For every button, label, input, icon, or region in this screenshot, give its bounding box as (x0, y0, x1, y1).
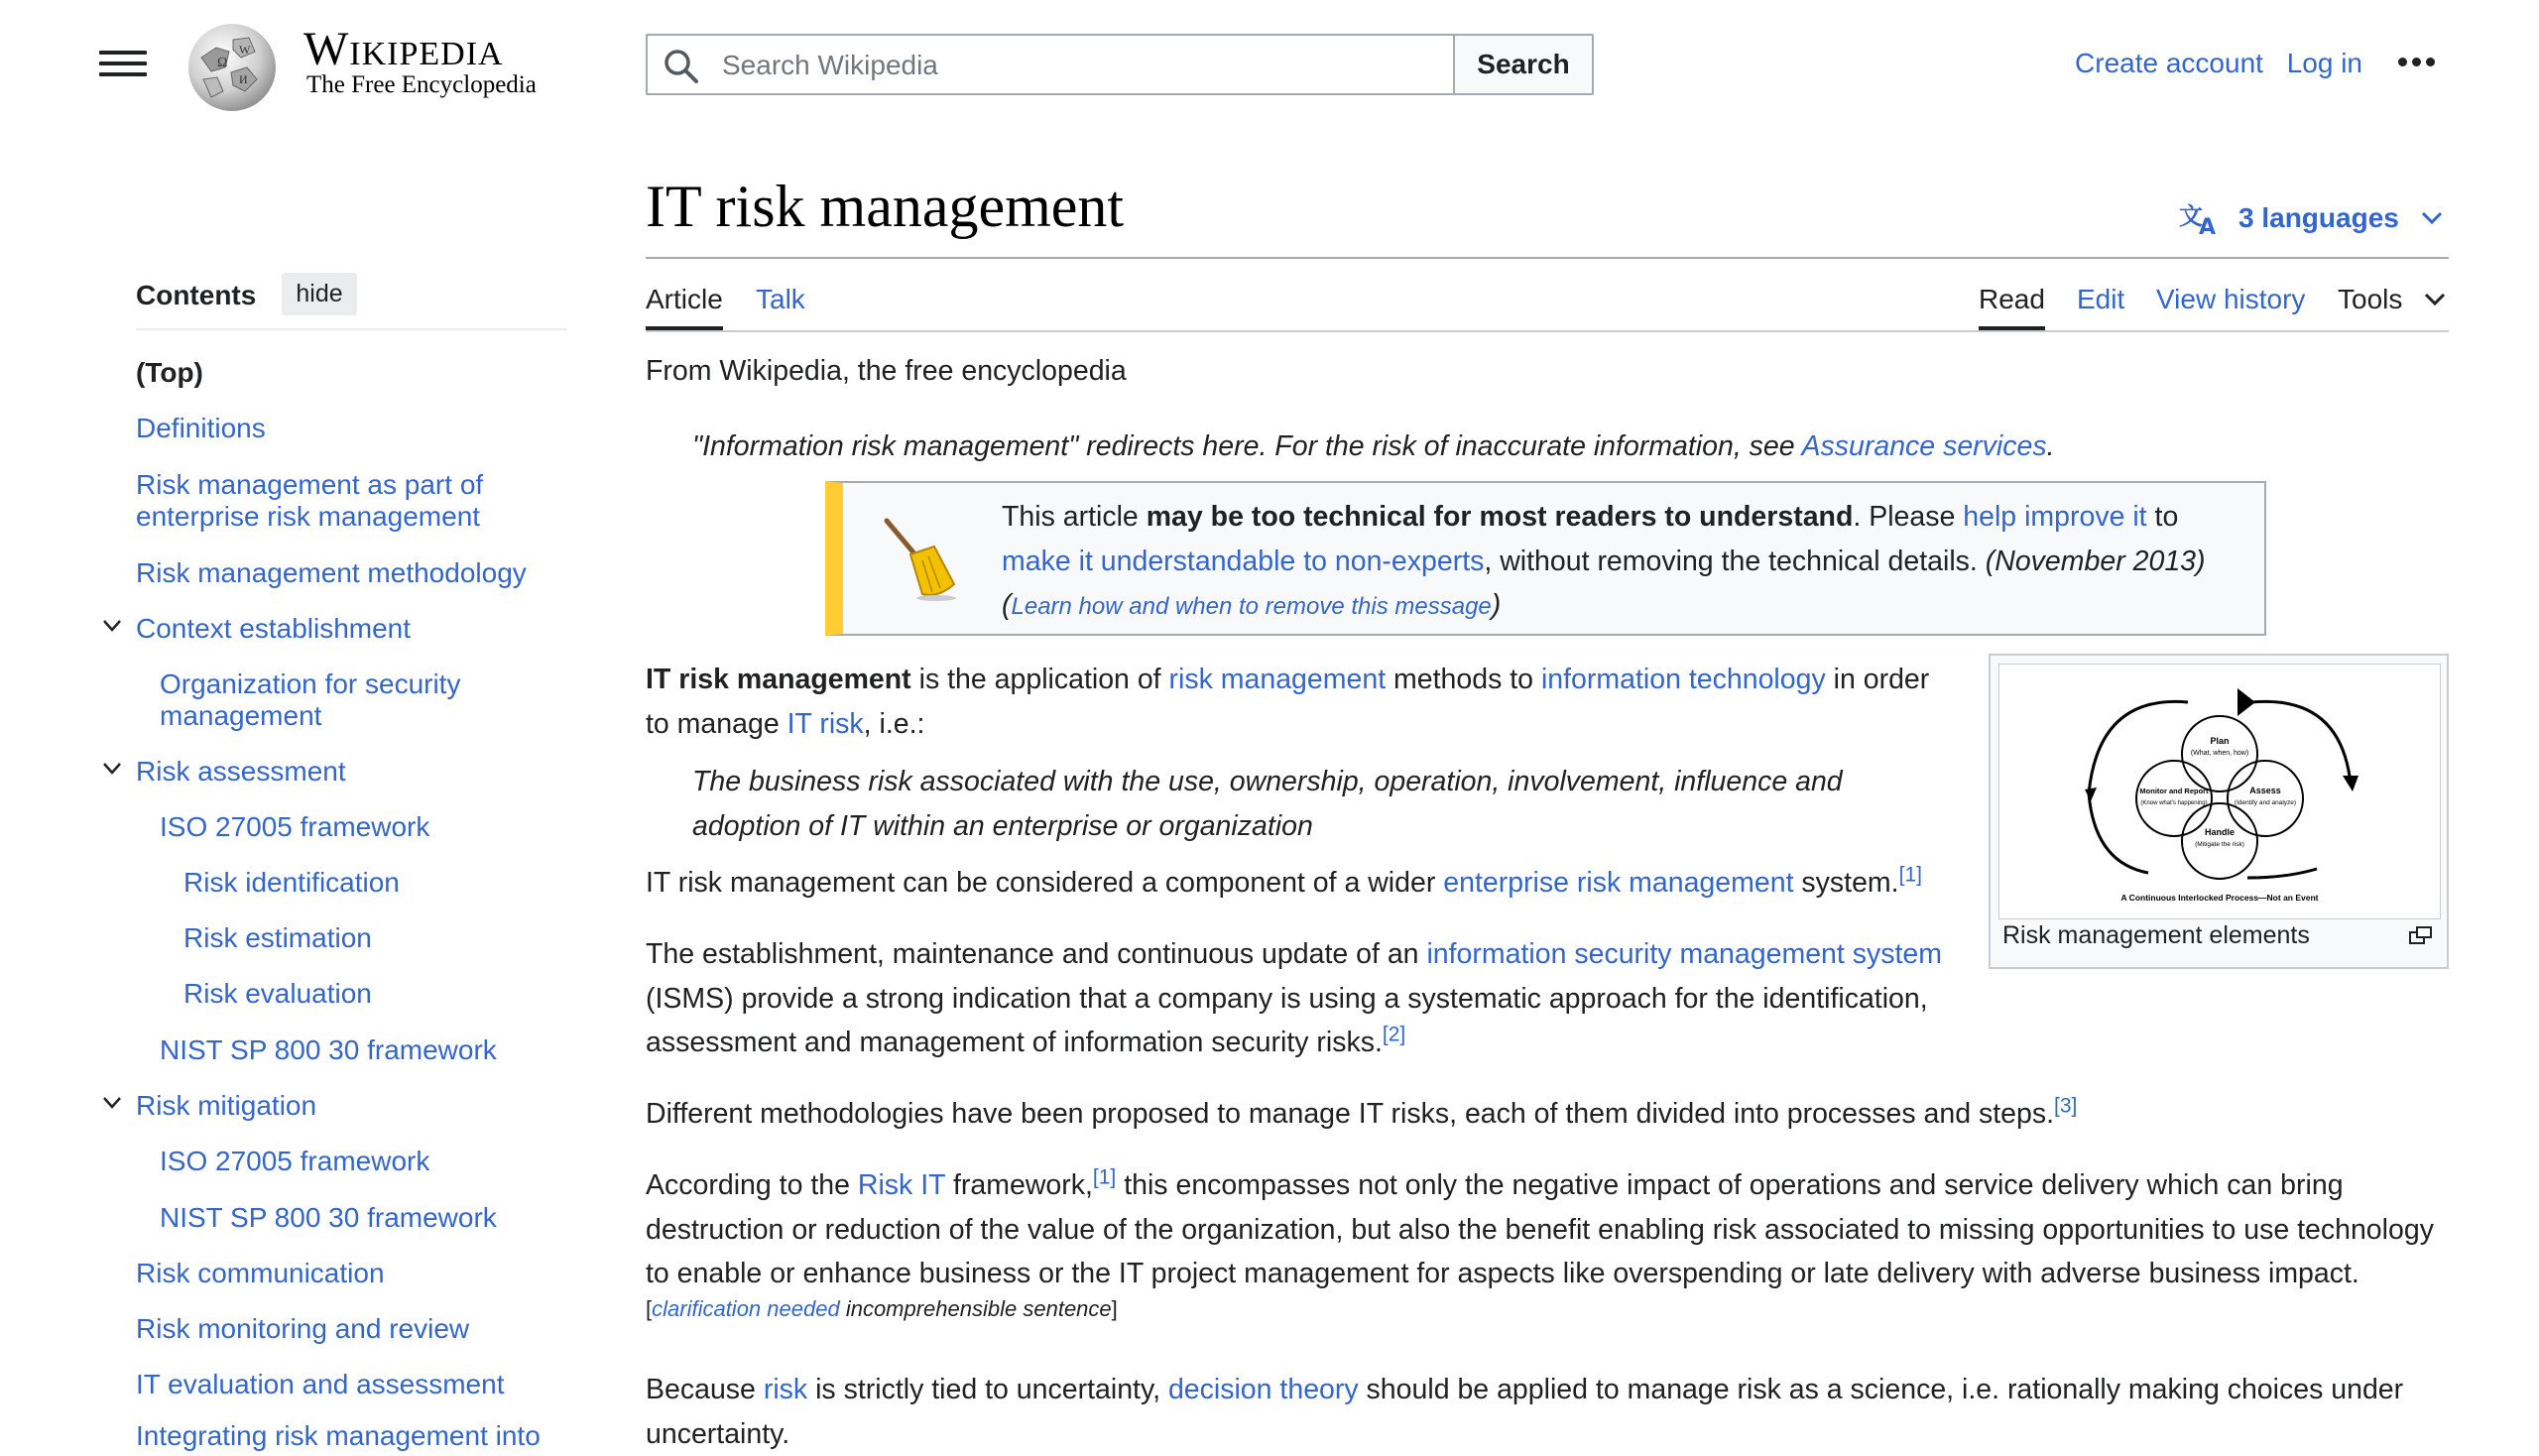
notice-bold: may be too technical for most readers to understand (1146, 501, 1854, 533)
toc-item-iso-27005[interactable]: ISO 27005 framework (160, 811, 430, 842)
log-in-link[interactable]: Log in (2286, 48, 2362, 78)
toc-title: Contents (136, 280, 257, 310)
toc-collapse-icon[interactable] (102, 1096, 122, 1110)
p6-t1: Because (646, 1374, 764, 1405)
toc-item-definitions[interactable]: Definitions (136, 413, 266, 443)
hatnote (692, 425, 2055, 469)
notice-close: ) (1491, 589, 1502, 621)
risk-management-link[interactable]: risk management (1168, 664, 1387, 695)
toc-item-top[interactable]: (Top) (136, 357, 203, 388)
search-input[interactable] (720, 44, 1438, 87)
diagram-assess-sub: (Identify and analyze) (2234, 799, 2297, 806)
p1-t2: methods to (1386, 664, 1541, 695)
clarification-needed-link[interactable]: clarification needed (652, 1296, 840, 1321)
hamburger-line (99, 72, 147, 76)
diagram-handle: Handle (2204, 827, 2236, 837)
diagram-plan-sub: (What, when, how) (2190, 750, 2249, 757)
notice-t1: This article (1002, 501, 1147, 533)
notice-t5: , without removing the technical details. (1484, 545, 1986, 577)
toc-item-iso-27005-mitigation[interactable]: ISO 27005 framework (160, 1146, 430, 1176)
hatnote-end: . (2046, 430, 2055, 462)
notice-text (1002, 495, 2251, 630)
toc-collapse-icon[interactable] (102, 619, 122, 633)
diagram-plan: Plan (2210, 736, 2230, 746)
svg-text:W: W (239, 43, 251, 57)
toc-item-nist-sp-800-30[interactable]: NIST SP 800 30 framework (160, 1034, 497, 1065)
isms-link[interactable]: information security management system (1426, 938, 1942, 970)
risk-it-link[interactable]: Risk IT (857, 1169, 946, 1201)
toc-hide-button[interactable]: hide (282, 273, 357, 315)
assurance-services-link[interactable]: Assurance services (1801, 430, 2047, 462)
risk-management-diagram[interactable] (1998, 664, 2441, 919)
reference-1b[interactable]: [1] (1092, 1165, 1117, 1189)
it-risk-link[interactable]: IT risk (786, 707, 864, 740)
decision-theory-link[interactable]: decision theory (1167, 1374, 1359, 1405)
p1-t1: is the application of (910, 664, 1169, 695)
paragraph-2 (646, 861, 1965, 906)
p2-t1: IT risk management can be considered a component of a wider (646, 867, 1444, 899)
toc-item-nist-sp-800-30-mitigation[interactable]: NIST SP 800 30 framework (160, 1202, 497, 1233)
p5-t2: framework, (945, 1169, 1093, 1201)
toc-item-risk-identification[interactable]: Risk identification (183, 867, 400, 898)
cn-close: ] (1111, 1296, 1118, 1321)
diagram-monitor-sub: (Know what's happening) (2140, 800, 2208, 806)
user-links (2059, 48, 2362, 79)
figure-risk-management-elements (1989, 654, 2449, 969)
p3-t1: The establishment, maintenance and continuous update of an (646, 938, 1427, 970)
p4-t1: Different methodologies have been proposed to manage IT risks, each of them divided into processes and steps. (646, 1098, 2055, 1130)
toc-item-risk-assessment[interactable]: Risk assessment (136, 756, 346, 787)
diagram-assess: Assess (2249, 786, 2281, 795)
definition-quote: The business risk associated with the use, ownership, operation, involvement, influence and adoption of IT within an enterprise or organization (692, 766, 1843, 842)
notice-t3: . Please (1853, 501, 1964, 533)
enterprise-risk-management-link[interactable]: enterprise risk management (1443, 867, 1794, 899)
more-options-icon[interactable] (2398, 54, 2444, 73)
svg-text:Ω: Ω (217, 56, 228, 70)
chevron-down-icon (2424, 293, 2446, 306)
paragraph-4 (646, 1092, 2451, 1137)
tabs-divider (646, 330, 2449, 332)
tab-read[interactable]: Read (1979, 284, 2045, 314)
hamburger-icon (99, 51, 147, 55)
create-account-link[interactable]: Create account (2075, 48, 2263, 78)
toc-item-it-evaluation[interactable]: IT evaluation and assessment (136, 1369, 505, 1399)
svg-text:文: 文 (2179, 202, 2203, 230)
toc-collapse-icon[interactable] (102, 762, 122, 776)
toc-item-methodology[interactable]: Risk management methodology (136, 557, 527, 588)
p6-t2: is strictly tied to uncertainty, (807, 1374, 1168, 1405)
notice-t4: to (2146, 501, 2179, 533)
hatnote-text: "Information risk management" redirects here. For the risk of inaccurate information, see (692, 430, 1802, 462)
diagram-handle-sub: (Mitigate the risk) (2195, 841, 2244, 848)
main-menu-button[interactable] (99, 44, 147, 87)
reference-3[interactable]: [3] (2054, 1094, 2078, 1118)
cn-text: incomprehensible sentence (839, 1296, 1112, 1321)
toc-item-risk-evaluation[interactable]: Risk evaluation (183, 978, 372, 1009)
site-sub: From Wikipedia, the free encyclopedia (646, 355, 1127, 387)
hamburger-line (99, 61, 147, 65)
translate-icon (2179, 200, 2221, 236)
wikipedia-wordmark[interactable] (303, 22, 504, 76)
languages-label: 3 languages (2238, 202, 2399, 233)
p3-t2: (ISMS) provide a strong indication that a company is using a systematic approach for the identification, assessment and management of information security risks. (646, 982, 1928, 1058)
tab-edit[interactable]: Edit (2077, 284, 2125, 314)
tab-view-history[interactable]: View history (2156, 284, 2306, 314)
search-field[interactable] (646, 34, 1454, 95)
information-technology-link[interactable]: information technology (1540, 664, 1826, 695)
title-divider (646, 257, 2449, 259)
diagram-monitor: Monitor and Report (2139, 787, 2209, 795)
chevron-down-icon (2421, 211, 2443, 225)
learn-how-link[interactable]: Learn how and when to remove this message (1011, 593, 1492, 620)
help-improve-link[interactable]: help improve it (1963, 501, 2147, 533)
tools-label: Tools (2338, 284, 2403, 314)
toc-item-organization[interactable]: Organization for security management (160, 668, 461, 731)
wikipedia-globe-logo[interactable] (181, 18, 283, 113)
reference-1[interactable]: [1] (1898, 863, 1922, 887)
svg-text:A: A (2199, 215, 2217, 236)
p1-t4: , i.e.: (863, 707, 925, 740)
svg-text:И: И (239, 72, 248, 86)
tab-tools[interactable] (2338, 284, 2446, 315)
page-title: IT risk management (646, 174, 1125, 239)
p5-t1: According to the (646, 1169, 858, 1201)
toc-item-risk-communication[interactable]: Risk communication (136, 1258, 385, 1288)
notice-date: (November 2013) (1985, 545, 2206, 577)
languages-button[interactable] (2179, 200, 2443, 236)
toc-divider (136, 328, 567, 330)
toc-item-integrating[interactable]: Integrating risk management into (136, 1420, 541, 1451)
wordmark-text: Wikipedia (303, 23, 504, 75)
search-icon (664, 49, 699, 84)
paragraph-3 (646, 932, 1955, 1065)
paragraph-5 (646, 1163, 2451, 1296)
p5-t3: this encompasses not only the negative impact of operations and service delivery which can bring destruction or reduction of the value of the organization, but also the benefit enabling risk associated to missing opportunities to use technology to enable or enhance business or the IT project management for aspects like overspending or late delivery with adverse business impact. (646, 1169, 2434, 1289)
wikipedia-tagline: The Free Encyclopedia (306, 71, 537, 98)
cn-open: [ (646, 1296, 653, 1321)
toc-item-risk-monitoring[interactable]: Risk monitoring and review (136, 1313, 470, 1344)
technical-notice-box (825, 481, 2266, 636)
paragraph-6 (646, 1368, 2451, 1456)
p2-t2: system. (1793, 867, 1899, 899)
enlarge-icon[interactable] (2409, 925, 2433, 945)
figure-caption: Risk management elements (2002, 921, 2310, 949)
p6-t3: should be applied to manage risk as a science, i.e. rationally making choices under uncertainty. (646, 1374, 2404, 1450)
risk-link[interactable]: risk (763, 1374, 808, 1405)
search-button[interactable]: Search (1453, 34, 1594, 95)
tab-article[interactable]: Article (646, 284, 723, 314)
toc-item-risk-mitigation[interactable]: Risk mitigation (136, 1090, 317, 1121)
broom-icon (879, 513, 958, 602)
toc-item-context-establishment[interactable]: Context establishment (136, 613, 412, 644)
make-understandable-link[interactable]: make it understandable to non-experts (1002, 545, 1485, 577)
diagram-bottom-caption: A Continuous Interlocked Process—Not an Event (2120, 893, 2319, 903)
clarification-needed (646, 1296, 1118, 1322)
paragraph-1 (646, 658, 1955, 746)
tab-talk[interactable]: Talk (756, 284, 805, 314)
p1-t3: in order to manage (646, 664, 1930, 740)
notice-open: ( (1002, 589, 1012, 621)
p1-bold: IT risk management (646, 664, 911, 695)
toc-item-risk-management-erm[interactable]: Risk management as part of enterprise risk management (136, 469, 484, 532)
reference-2[interactable]: [2] (1382, 1023, 1406, 1046)
toc-item-risk-estimation[interactable]: Risk estimation (183, 922, 372, 953)
